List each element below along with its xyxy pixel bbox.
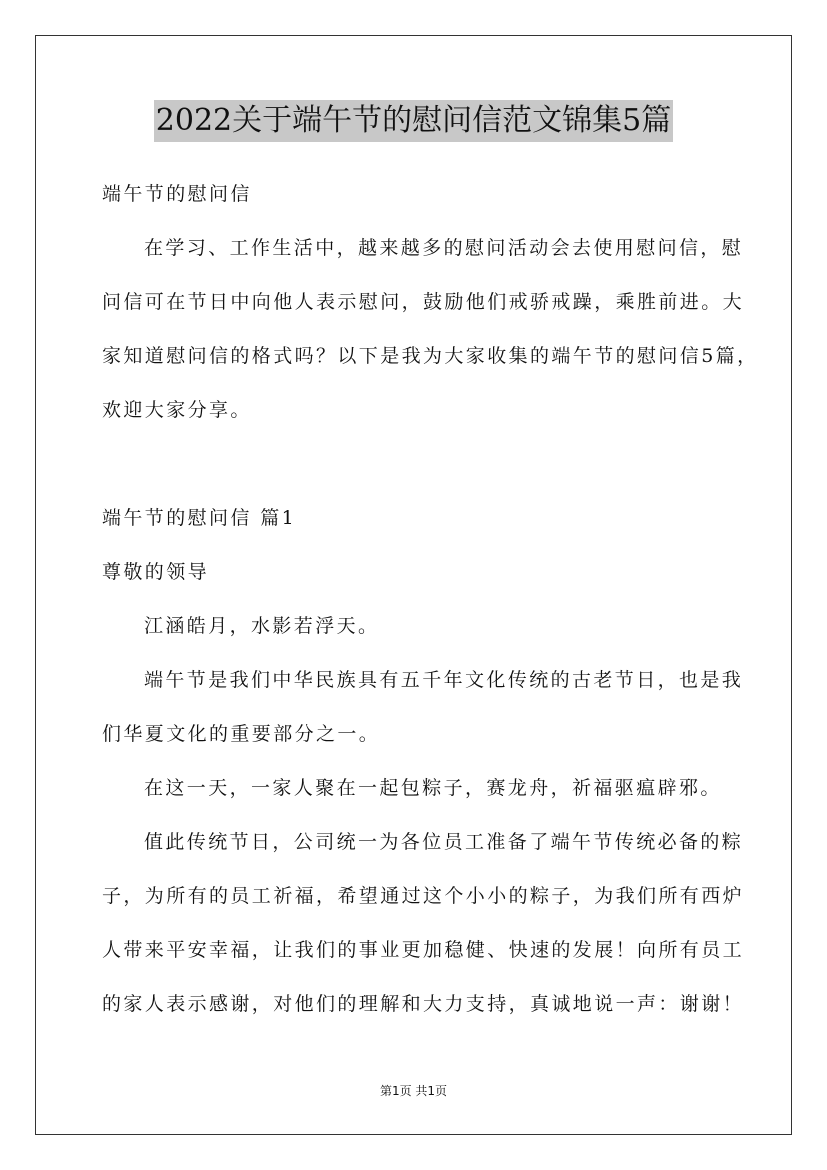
intro-line: 问信可在节日中向他人表示慰问，鼓励他们戒骄戒躁，乘胜前进。大 <box>102 291 745 313</box>
intro-line: 在学习、工作生活中，越来越多的慰问活动会去使用慰问信，慰 <box>144 237 744 259</box>
letter-salutation: 尊敬的领导 <box>102 561 210 583</box>
letter-line: 的家人表示感谢，对他们的理解和大力支持，真诚地说一声：谢谢！ <box>102 993 745 1015</box>
letter-line: 值此传统节日，公司统一为各位员工准备了端午节传统必备的粽 <box>144 831 744 853</box>
letter-line: 在这一天，一家人聚在一起包粽子，赛龙舟，祈福驱瘟辟邪。 <box>144 777 722 799</box>
letter-line: 人带来平安幸福，让我们的事业更加稳健、快速的发展！向所有员工 <box>102 939 745 961</box>
letter-line: 端午节是我们中华民族具有五千年文化传统的古老节日，也是我 <box>144 669 744 691</box>
page-footer: 第1页 共1页 <box>379 1084 448 1098</box>
title-container <box>0 100 827 142</box>
intro-line: 家知道慰问信的格式吗？以下是我为大家收集的端午节的慰问信5篇， <box>102 345 759 367</box>
letter-heading: 端午节的慰问信 篇1 <box>102 507 297 529</box>
letter-line: 江涵皓月，水影若浮天。 <box>144 615 380 637</box>
letter-line: 子，为所有的员工祈福，希望通过这个小小的粽子，为我们所有西炉 <box>102 885 745 907</box>
section-heading: 端午节的慰问信 <box>102 183 252 205</box>
document-title: 2022关于端午节的慰问信范文锦集5篇 <box>154 100 673 142</box>
letter-line: 们华夏文化的重要部分之一。 <box>102 723 381 745</box>
intro-line: 欢迎大家分享。 <box>102 399 252 421</box>
